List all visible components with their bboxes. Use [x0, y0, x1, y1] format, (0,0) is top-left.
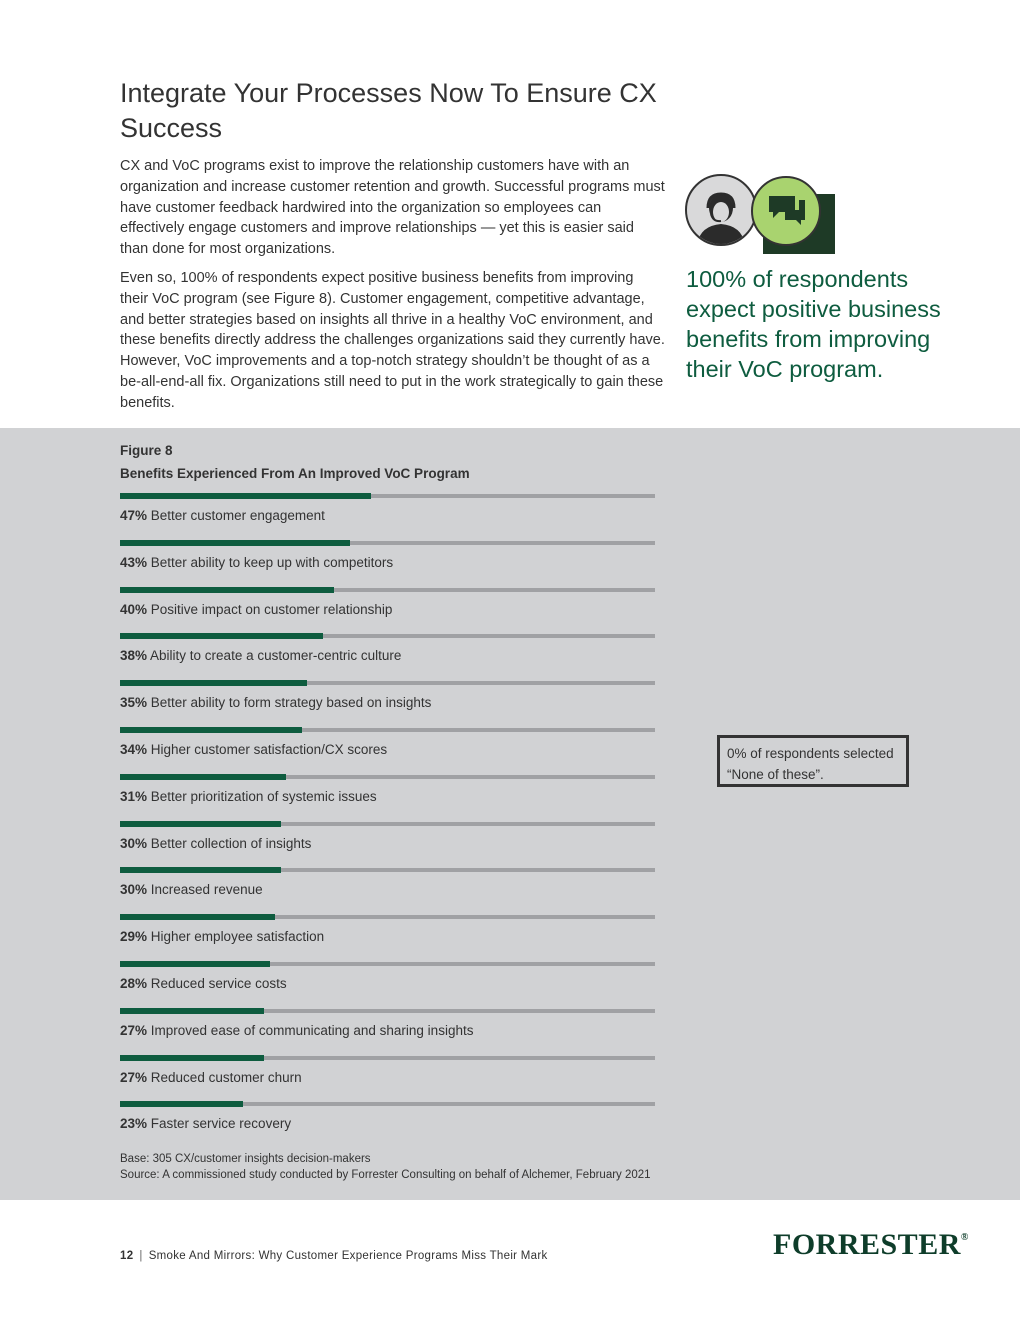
bar-value: 30% [120, 835, 148, 851]
bar-value: 29% [120, 929, 148, 945]
source-note: Source: A commissioned study conducted by Forrester Consulting on behalf of Alchemer, February 2021 [120, 1169, 651, 1181]
bar-value: 40% [120, 601, 148, 617]
bar-row [120, 541, 655, 581]
bar-fill [120, 961, 270, 967]
bar-fill [120, 1055, 264, 1061]
bar-fill [120, 1008, 264, 1014]
bar-category: Higher employee satisfaction [147, 929, 325, 945]
footer-separator: | [139, 1250, 143, 1262]
bar-row [120, 588, 655, 628]
forrester-logo [773, 1228, 969, 1262]
bar-category: Ability to create a customer-centric culture [147, 648, 402, 664]
bar-row [120, 1102, 655, 1142]
bar-value: 30% [120, 882, 148, 898]
bar-row [120, 494, 655, 534]
bar-row [120, 634, 655, 674]
bar-fill [120, 914, 275, 920]
bar-category: Better customer engagement [147, 508, 325, 523]
bar-row [120, 822, 655, 862]
bar-fill [120, 774, 286, 780]
bar-fill [120, 493, 371, 499]
bar-value: 34% [120, 742, 148, 757]
bar-label [120, 929, 324, 944]
bar-label [120, 695, 431, 710]
bar-label [120, 882, 263, 897]
bar-fill [120, 540, 350, 546]
intro-paragraph: CX and VoC programs exist to improve the relationship customers have with an organization and increase customer retention and growth. Successful programs must have customer feedback hardwired into the organization so employees can effectively engage customers and improve relationships — yet this is easier said than done for most organizations. [120, 158, 665, 258]
page-number: 12 [120, 1250, 134, 1262]
bar-fill [120, 867, 281, 873]
bar-label [120, 555, 393, 570]
bar-category: Higher customer satisfaction/CX scores [147, 742, 388, 757]
page-title: Integrate Your Processes Now To Ensure CX Success [120, 78, 657, 143]
bar-row [120, 728, 655, 768]
bar-row [120, 1056, 655, 1096]
figure-number: Figure 8 [120, 443, 173, 458]
bar-value: 43% [120, 554, 148, 570]
logo-text: FORRESTER [773, 1228, 961, 1261]
bar-value: 35% [120, 695, 148, 711]
bar-value: 47% [120, 508, 148, 523]
bar-value: 38% [120, 648, 148, 664]
bar-category: Reduced customer churn [147, 1069, 302, 1085]
bar-fill [120, 727, 302, 733]
callout-icons [685, 174, 837, 256]
bar-fill [120, 587, 334, 593]
bar-label [120, 648, 401, 663]
bar-category: Faster service recovery [147, 1116, 292, 1132]
bar-label [120, 1116, 291, 1131]
bar-category: Improved ease of communicating and sharing insights [147, 1022, 474, 1038]
bar-category: Reduced service costs [147, 976, 287, 991]
bar-value: 27% [120, 1022, 148, 1038]
bar-category: Increased revenue [147, 882, 263, 898]
none-of-these-note: 0% of respondents selected “None of these”. [717, 735, 909, 787]
chat-bubbles-icon [752, 177, 835, 254]
callout-stat: 100% of respondents expect positive business benefits from improving their VoC program. [686, 266, 941, 382]
bar-fill [120, 1101, 243, 1107]
bar-label [120, 789, 377, 804]
bar-category: Better collection of insights [147, 835, 312, 851]
findings-paragraph: Even so, 100% of respondents expect positive business benefits from improving their VoC program (see Figure 8). Customer engagement, competitive advantage, and better strategies based on insights all thrive in a healthy VoC environment, and these benefits directly address the challenges organizations said they currently have. However, VoC improvements and a top-notch strategy shouldn’t be thought of as a be-all-end-all fix. Organizations still need to put in the work strategically to gain these benefits. [120, 270, 665, 411]
bar-fill [120, 680, 307, 686]
bar-label [120, 1023, 473, 1038]
bar-fill [120, 821, 281, 827]
bar-category: Better prioritization of systemic issues [147, 788, 377, 804]
bar-label [120, 742, 387, 757]
bar-label [120, 508, 325, 523]
bar-category: Better ability to keep up with competitors [147, 554, 394, 570]
bar-label [120, 1070, 302, 1085]
headset-agent-icon [686, 175, 756, 246]
bar-row [120, 1009, 655, 1049]
bar-value: 31% [120, 788, 148, 804]
bar-row [120, 915, 655, 955]
bar-label [120, 976, 287, 991]
figure-title: Benefits Experienced From An Improved VoC Program [120, 466, 470, 481]
registered-mark: ® [960, 1232, 969, 1243]
bar-row [120, 962, 655, 1002]
bar-row [120, 681, 655, 721]
doc-title: Smoke And Mirrors: Why Customer Experience Programs Miss Their Mark [148, 1250, 548, 1262]
bar-category: Better ability to form strategy based on insights [147, 695, 432, 711]
bar-value: 28% [120, 976, 148, 991]
bar-label [120, 836, 311, 851]
bar-fill [120, 633, 323, 639]
bar-row [120, 775, 655, 815]
bar-category: Positive impact on customer relationship [147, 601, 393, 617]
bar-value: 23% [120, 1116, 148, 1132]
page-footer [120, 1250, 548, 1262]
base-note: Base: 305 CX/customer insights decision-makers [120, 1153, 371, 1165]
bar-label [120, 602, 392, 617]
bar-row [120, 868, 655, 908]
bar-value: 27% [120, 1069, 148, 1085]
